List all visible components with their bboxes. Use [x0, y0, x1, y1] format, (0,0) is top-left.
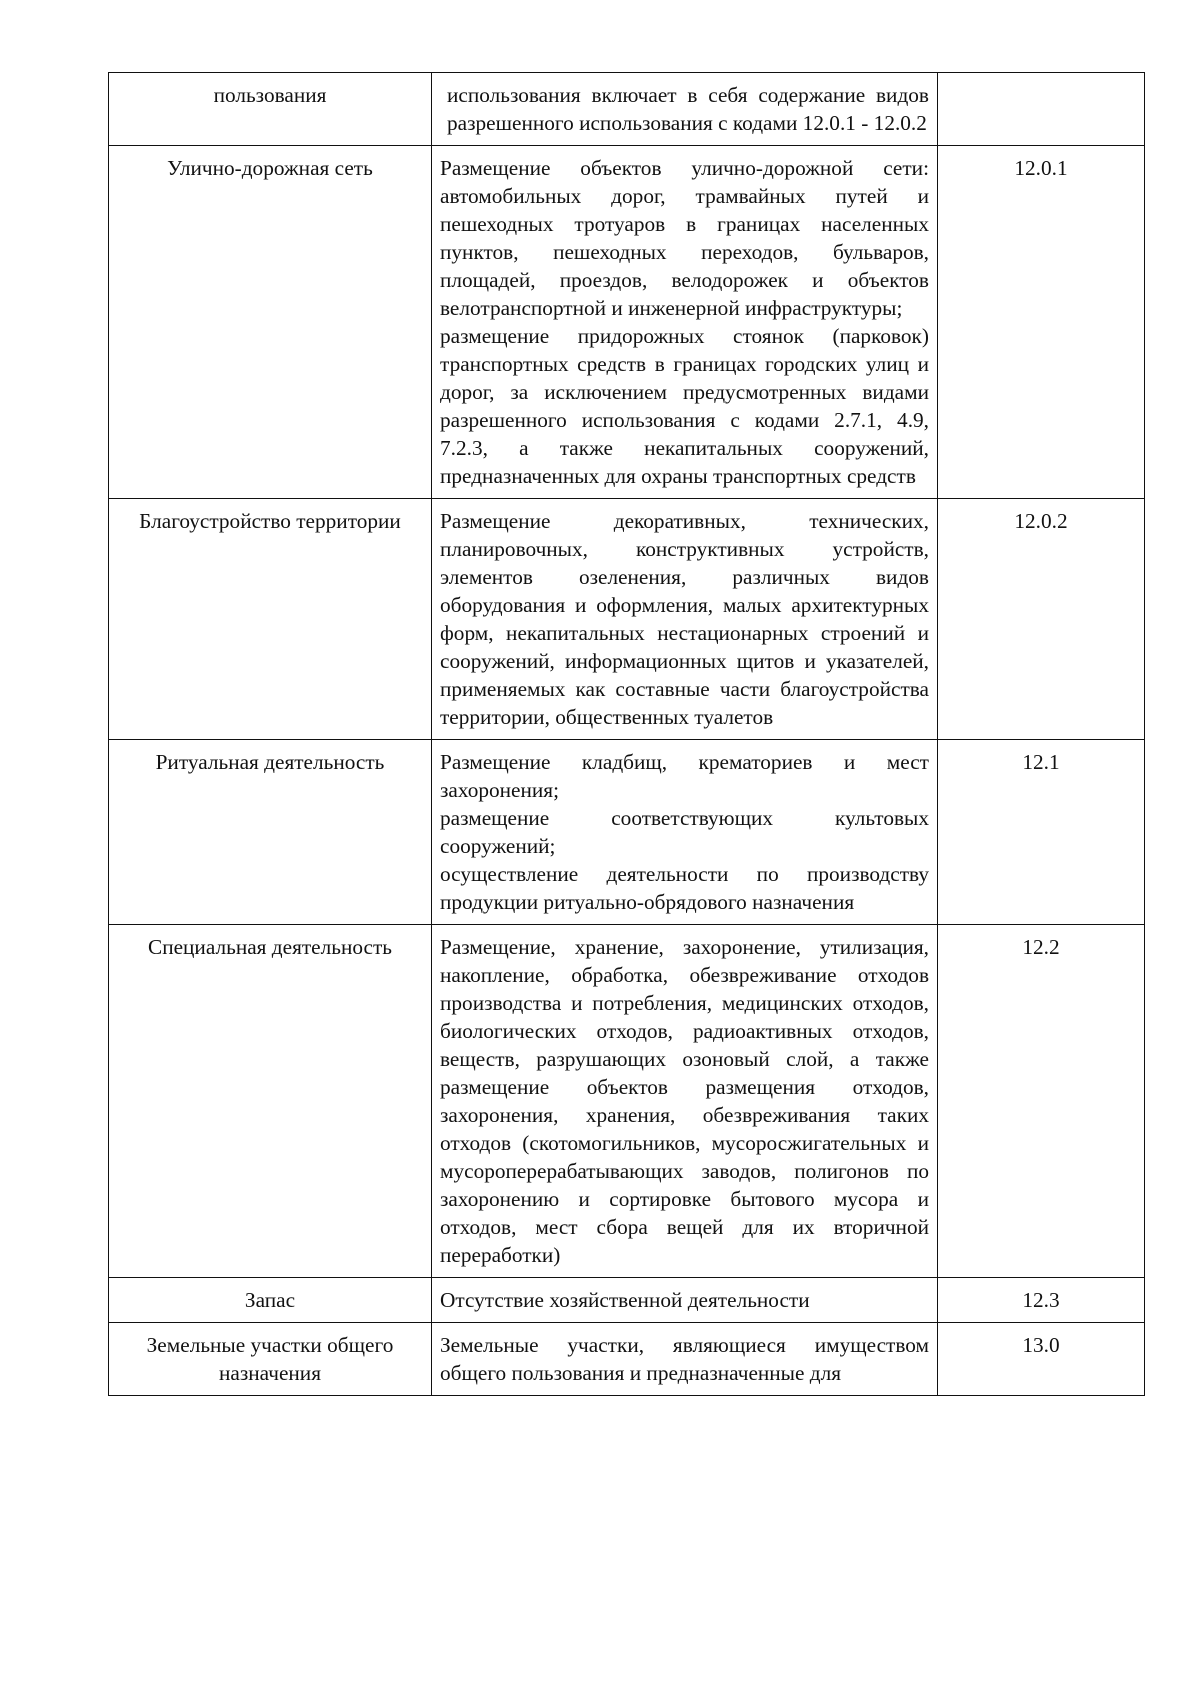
use-description-cell [432, 1323, 938, 1396]
table-row [109, 73, 1145, 146]
table-row [109, 1323, 1145, 1396]
use-description-cell [432, 1278, 938, 1323]
use-name-cell: Земельные участки общего назначения [109, 1323, 432, 1396]
use-name-cell: пользования [109, 73, 432, 146]
description-paragraph: размещение соответствующих культовых сооружений; [440, 806, 929, 858]
description-paragraph: Размещение, хранение, захоронение, утилизация, накопление, обработка, обезвреживание отходов производства и потребления, медицинских отходов, биологических отходов, радиоактивных отходов, веществ, разрушающих озоновый слой, а также размещение объектов размещения отходов, захоронения, хранения, обезвреживания таких отходов (скотомогильников, мусоросжигательных и мусороперерабатывающих заводов, полигонов по захоронению и сортировке бытового мусора и отходов, мест сбора вещей для их вторичной переработки) [440, 935, 929, 1267]
table-row [109, 1278, 1145, 1323]
use-description-cell [432, 740, 938, 925]
use-description-cell [432, 73, 938, 146]
use-name-cell: Специальная деятельность [109, 925, 432, 1278]
use-code-cell: 12.3 [938, 1278, 1145, 1323]
description-paragraph: Земельные участки, являющиеся имуществом общего пользования и предназначенные для [440, 1333, 929, 1385]
use-name-cell: Благоустройство территории [109, 499, 432, 740]
land-use-table [108, 72, 1145, 1396]
use-code-cell: 12.0.1 [938, 146, 1145, 499]
use-name-cell: Запас [109, 1278, 432, 1323]
description-paragraph: осуществление деятельности по производству продукции ритуально-обрядового назначения [440, 862, 929, 914]
table-body [109, 73, 1145, 1396]
use-description-cell [432, 499, 938, 740]
table-row [109, 740, 1145, 925]
use-description-cell [432, 925, 938, 1278]
table-row [109, 146, 1145, 499]
description-paragraph: Размещение декоративных, технических, планировочных, конструктивных устройств, элементов озеленения, различных видов оборудования и оформления, малых архитектурных форм, некапитальных нестационарных строений и сооружений, информационных щитов и указателей, применяемых как составные части благоустройства территории, общественных туалетов [440, 509, 929, 729]
description-paragraph: использования включает в себя содержание видов разрешенного использования с кодами 12.0.1 - 12.0.2 [447, 83, 929, 135]
use-description-cell [432, 146, 938, 499]
description-paragraph: размещение придорожных стоянок (парковок) транспортных средств в границах городских улиц и дорог, за исключением предусмотренных видами разрешенного использования с кодами 2.7.1, 4.9, 7.2.3, а также некапитальных сооружений, предназначенных для охраны транспортных средств [440, 324, 929, 488]
use-code-cell: 12.0.2 [938, 499, 1145, 740]
use-code-cell: 12.2 [938, 925, 1145, 1278]
description-paragraph: Размещение кладбищ, крематориев и мест захоронения; [440, 750, 929, 802]
use-name-cell: Улично-дорожная сеть [109, 146, 432, 499]
use-code-cell: 12.1 [938, 740, 1145, 925]
use-name-cell: Ритуальная деятельность [109, 740, 432, 925]
use-code-cell [938, 73, 1145, 146]
description-paragraph: Размещение объектов улично-дорожной сети: автомобильных дорог, трамвайных путей и пешеходных тротуаров в границах населенных пунктов, пешеходных переходов, бульваров, площадей, проездов, велодорожек и объектов велотранспортной и инженерной инфраструктуры; [440, 156, 929, 320]
use-code-cell: 13.0 [938, 1323, 1145, 1396]
table-row [109, 499, 1145, 740]
description-paragraph: Отсутствие хозяйственной деятельности [440, 1288, 810, 1312]
table-row [109, 925, 1145, 1278]
